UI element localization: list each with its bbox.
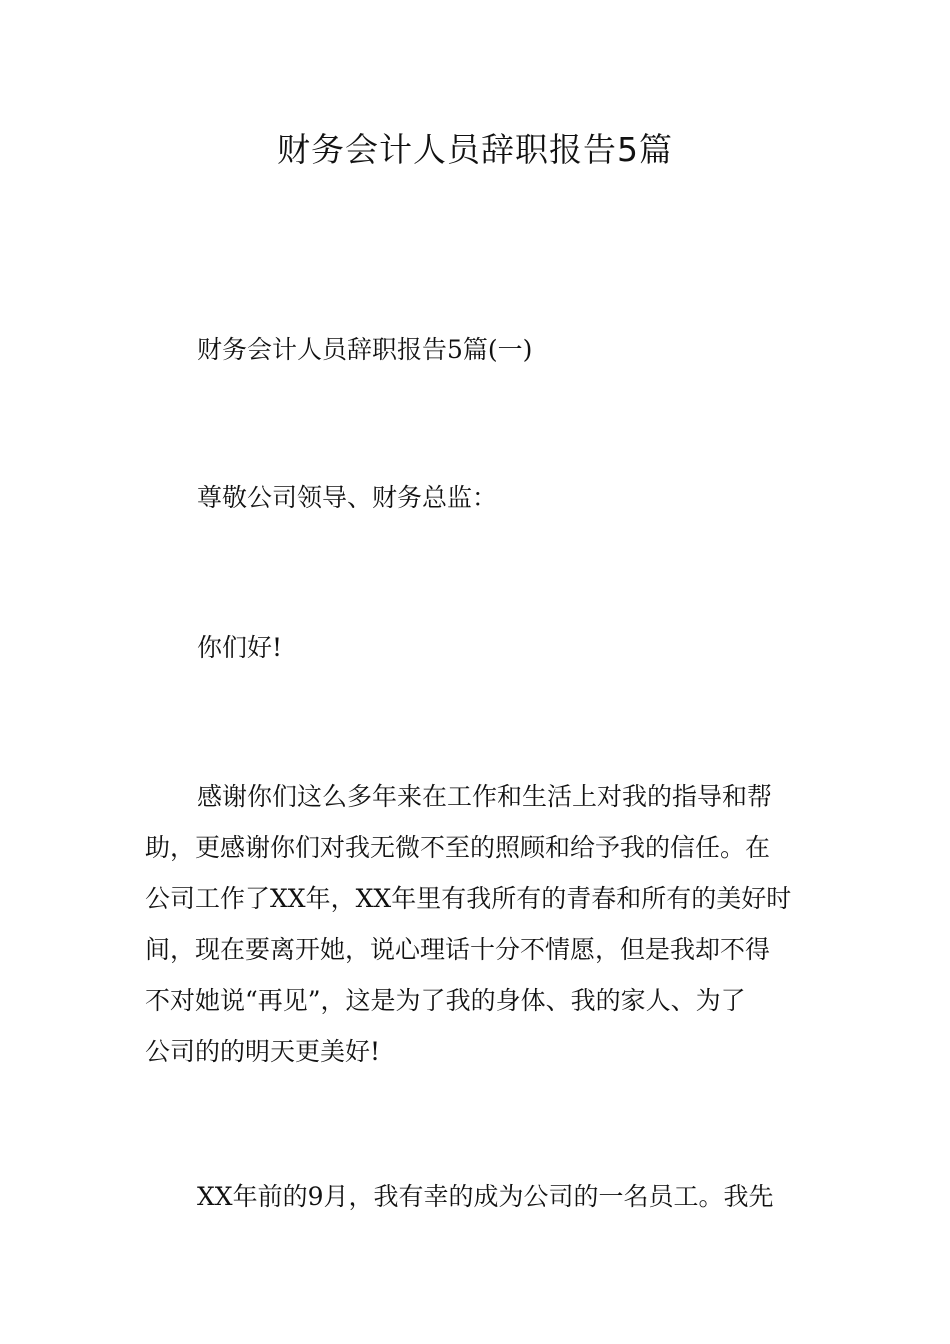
paragraph-line: 公司工作了XX年，XX年里有我所有的青春和所有的美好时 (145, 884, 792, 913)
paragraph-section-heading (145, 324, 810, 375)
document-title: 财务会计人员辞职报告5篇 (277, 130, 673, 169)
paragraph-line: 间，现在要离开她，说心理话十分不情愿，但是我却不得 (145, 935, 771, 964)
paragraph-line: 不对她说“再见”，这是为了我的身体、我的家人、为了 (145, 986, 746, 1015)
paragraph-line: 感谢你们这么多年来在工作和生活上对我的指导和帮 (197, 782, 773, 811)
paragraph-line: 公司的的明天更美好! (145, 1037, 381, 1066)
paragraph-line: XX年前的9月，我有幸的成为公司的一名员工。我先 (197, 1182, 774, 1211)
paragraph-line: 尊敬公司领导、财务总监： (197, 483, 498, 512)
paragraph-line: 助，更感谢你们对我无微不至的照顾和给予我的信任。在 (145, 833, 771, 862)
paragraph-line: 财务会计人员辞职报告5篇(一) (197, 335, 533, 364)
paragraph-salutation (145, 472, 810, 523)
paragraph-body-history (145, 1171, 810, 1222)
paragraph-line: 你们好! (197, 633, 283, 662)
paragraph-greeting (145, 622, 810, 673)
paragraph-body-thanks (145, 771, 810, 1077)
